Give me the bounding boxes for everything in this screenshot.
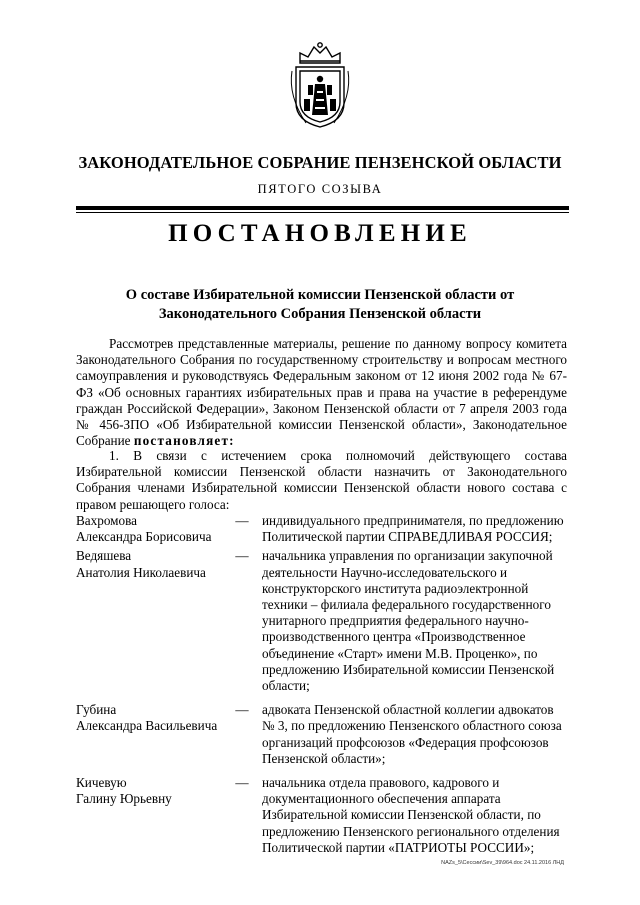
file-reference: NAZs_5\Сессии\Sev_39\964.doc 24.11.2016 ЛНД [441,860,564,866]
preamble-text: Рассмотрев представленные материалы, решение по данному вопросу комитета Законодательного Собрания по государственному строительству и вопросам местного самоуправления и руководствуясь Федеральным законом от 12 июня 2002 года № 67-ФЗ «Об основных гарантиях избирательных прав и права на участие в референдуме граждан Российской Федерации», Законом Пензенской области от 7 апреля 2003 года № 456-ЗПО «Об Избирательной комиссии Пензенской области», Законодательное Собрание [76,336,567,449]
member-name [76,548,228,580]
organization-title: ЗАКОНОДАТЕЛЬНОЕ СОБРАНИЕ ПЕНЗЕНСКОЙ ОБЛАСТИ [78,153,562,172]
header-divider-thin [76,212,569,213]
member-given-names: Александра Борисовича [76,529,212,545]
member-description: адвоката Пензенской областной коллегии адвокатов № 3, по предложению Пензенского областного союза организаций профсоюзов «Федерация профсоюзов Пензенской области»; [262,702,562,766]
member-description: индивидуального предпринимателя, по предложению Политической партии СПРАВЕДЛИВАЯ РОССИЯ; [262,513,564,545]
member-description: начальника управления по организации закупочной деятельности Научно-исследовательского и конструкторского института радиоэлектронной техники – филиала федерального государственного унитарного предприятия федерального научно-производственного центра «Производственное объединение «Старт» имени М.В. Проценко», по предложению Избирательной комиссии Пензенской области; [262,548,555,694]
member-entry [76,775,567,856]
document-subject [80,286,560,324]
clause-1-paragraph: 1. В связи с истечением срока полномочий действующего состава Избирательной комиссии Пензенской области назначить от Законодательного Собрания членами Избирательной комиссии Пензенской области нового состава с правом решающего голоса: [76,448,567,512]
member-dash: — [235,548,249,564]
member-dash: — [235,775,249,791]
preamble-paragraph [76,336,567,449]
member-surname: Губина [76,702,117,718]
member-surname: Ведяшева [76,548,132,564]
member-entry [76,548,567,694]
member-entry [76,513,567,545]
member-name [76,775,228,807]
member-dash: — [235,513,249,528]
member-given-names: Галину Юрьевну [76,791,172,807]
member-entry [76,702,567,767]
member-given-names: Александра Васильевича [76,718,218,734]
member-surname: Вахромова [76,513,138,528]
document-type-title: ПОСТАНОВЛЕНИЕ [168,220,472,247]
convocation-label: ПЯТОГО СОЗЫВА [257,182,383,196]
member-description: начальника отдела правового, кадрового и документационного обеспечения аппарата Избирательной комиссии Пензенской области, по предложению Пензенского регионального отделения Политической партии «ПАТРИОТЫ РОССИИ»; [262,775,560,855]
member-surname: Кичевую [76,775,127,791]
resolves-keyword: постановляет: [133,433,235,449]
subject-line-1: О составе Избирательной комиссии Пензенской области от [125,287,515,303]
member-dash: — [235,702,249,718]
member-name [76,513,228,545]
members-list [76,513,567,856]
subject-line-2: Законодательного Собрания Пензенской области [158,306,482,322]
member-name [76,702,228,734]
coat-of-arms-icon [286,41,354,129]
header-divider-thick [76,206,569,210]
member-given-names: Анатолия Николаевича [76,564,206,580]
